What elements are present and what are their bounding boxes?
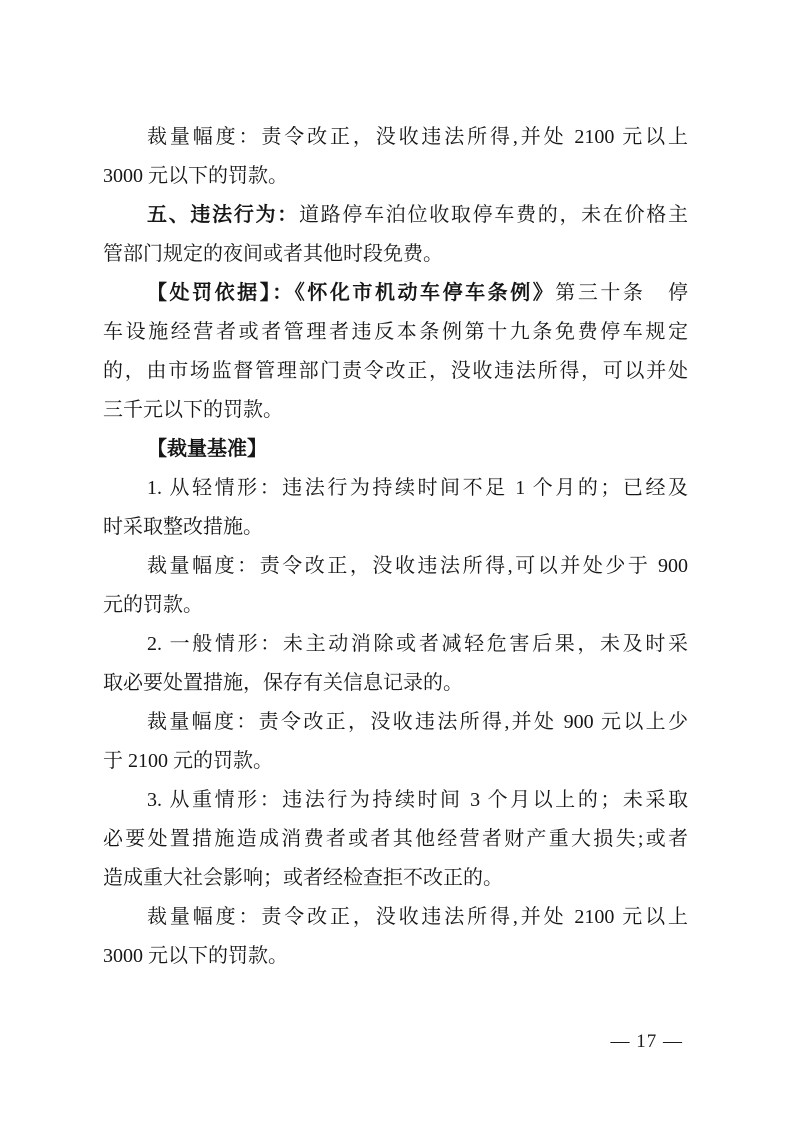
text-segment: 管部门规定的夜间或者其他时段免费。 [103, 243, 443, 265]
text-line [103, 664, 688, 703]
text-segment: 的，由市场监督管理部门责令改正，没收违法所得，可以并处 [103, 360, 688, 382]
text-segment: 裁量幅度：责令改正，没收违法所得,并处 900 元以上少 [147, 711, 688, 733]
text-line [103, 742, 688, 781]
text-line [103, 313, 688, 352]
text-segment: 取必要处置措施，保存有关信息记录的。 [103, 672, 463, 694]
text-line [103, 118, 688, 157]
text-line [103, 508, 688, 547]
text-segment: 必要处置措施造成消费者或者其他经营者财产重大损失;或者 [103, 828, 688, 850]
text-line [103, 547, 688, 586]
text-segment: 3000 元以下的罚款。 [103, 165, 288, 187]
text-segment: 时采取整改措施。 [103, 516, 263, 538]
text-line [103, 196, 688, 235]
text-line [103, 274, 688, 313]
bold-text-segment: 【裁量基准】 [147, 438, 267, 460]
text-segment: 造成重大社会影响；或者经检查拒不改正的。 [103, 867, 503, 889]
text-line [103, 820, 688, 859]
text-segment: 1. 从轻情形：违法行为持续时间不足 1 个月的；已经及 [147, 477, 688, 499]
text-line [103, 586, 688, 625]
text-segment: 3. 从重情形：违法行为持续时间 3 个月以上的；未采取 [147, 789, 688, 811]
text-line [103, 235, 688, 274]
text-segment: 裁量幅度：责令改正，没收违法所得,可以并处少于 900 [147, 555, 688, 577]
text-segment: 第三十条 停 [555, 282, 689, 304]
page-number: — 17 — [610, 1031, 683, 1052]
document-body [103, 118, 688, 976]
text-segment: 元的罚款。 [103, 594, 203, 616]
text-segment: 三千元以下的罚款。 [103, 399, 283, 421]
text-line [103, 625, 688, 664]
text-line [103, 157, 688, 196]
page-footer [611, 1030, 684, 1054]
text-line [103, 391, 688, 430]
text-line [103, 859, 688, 898]
text-line [103, 898, 688, 937]
text-segment: 3000 元以下的罚款。 [103, 945, 288, 967]
text-line [103, 430, 688, 469]
text-segment: 车设施经营者或者管理者违反本条例第十九条免费停车规定 [103, 321, 688, 343]
text-line [103, 703, 688, 742]
text-segment: 裁量幅度：责令改正，没收违法所得,并处 2100 元以上 [147, 906, 688, 928]
bold-text-segment: 【处罚依据】：《怀化市机动车停车条例》 [147, 282, 556, 304]
text-segment: 裁量幅度：责令改正，没收违法所得,并处 2100 元以上 [147, 126, 688, 148]
text-segment: 道路停车泊位收取停车费的，未在价格主 [298, 204, 689, 226]
text-line [103, 352, 688, 391]
bold-text-segment: 五、违法行为： [147, 204, 299, 226]
text-segment: 于 2100 元的罚款。 [103, 750, 273, 772]
text-segment: 2. 一般情形：未主动消除或者减轻危害后果，未及时采 [147, 633, 688, 655]
text-line [103, 781, 688, 820]
text-line [103, 937, 688, 976]
text-line [103, 469, 688, 508]
